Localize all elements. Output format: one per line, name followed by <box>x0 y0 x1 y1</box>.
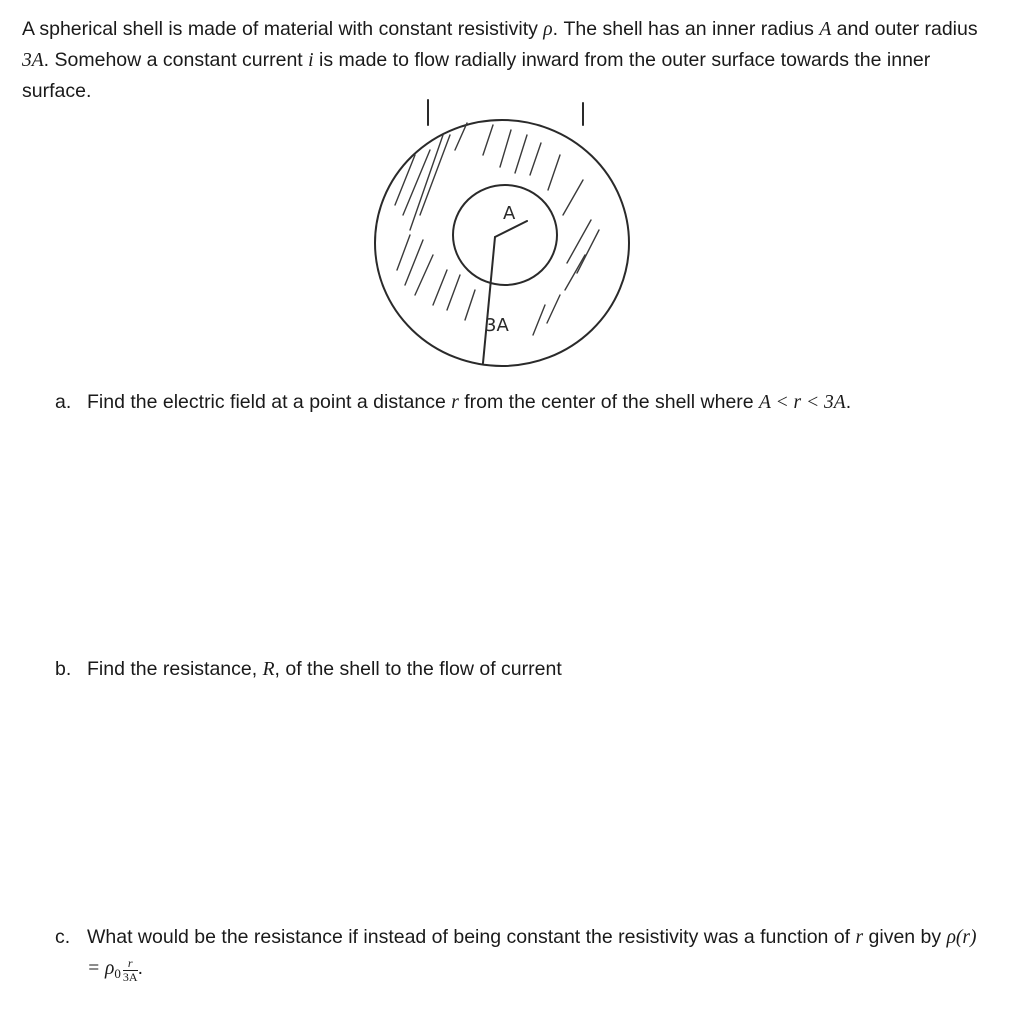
outer-radius-symbol: 3A <box>22 50 44 71</box>
qc-text-3: . <box>137 957 143 979</box>
qc-fraction-denominator: 3A <box>122 970 138 985</box>
qc-text-1: What would be the resistance if instead of being constant the resistivity was a function of <box>87 926 856 948</box>
qa-text-3: . <box>845 391 852 413</box>
qb-text-2: , of the shell to the flow of current <box>274 658 562 680</box>
qc-fraction-numerator: r <box>123 957 138 971</box>
outer-radius-line <box>483 237 495 363</box>
question-b-letter: b. <box>55 658 72 680</box>
question-c <box>55 922 1005 989</box>
inner-circle <box>453 185 557 285</box>
qc-rho-subscript: 0 <box>114 966 121 981</box>
qa-condition: A < r < 3A <box>759 392 846 413</box>
qc-text-2: given by <box>863 926 947 948</box>
qc-r: r <box>855 927 864 948</box>
intro-text-4: . Somehow a constant current <box>43 49 309 71</box>
intro-text-2: . The shell has an inner radius <box>552 18 820 40</box>
qa-text-2: from the center of the shell where <box>458 391 760 413</box>
question-c-letter: c. <box>55 926 71 948</box>
problem-statement <box>22 14 1002 106</box>
qa-text-1: Find the electric field at a point a distance <box>87 391 452 413</box>
rho-symbol: ρ <box>543 19 553 40</box>
current-symbol: i <box>308 50 314 71</box>
shell-figure <box>355 95 655 385</box>
outer-radius-label: 3A <box>485 315 509 336</box>
qb-text-1: Find the resistance, <box>87 658 263 680</box>
qc-fraction <box>123 957 138 984</box>
shell-sketch <box>355 95 655 385</box>
qc-rho-function: ρ(r) = ρ <box>87 927 977 979</box>
question-a-text <box>87 387 992 418</box>
question-a <box>55 387 1005 418</box>
intro-text-3: and outer radius <box>831 18 978 40</box>
hatching <box>395 123 599 335</box>
intro-text-1: A spherical shell is made of material with constant resistivity <box>22 18 544 40</box>
qa-r: r <box>451 392 459 413</box>
question-c-text <box>87 922 992 989</box>
question-a-letter: a. <box>55 391 72 413</box>
qb-R: R <box>262 659 275 680</box>
intro-text-5: is made to flow radially inward from the outer surface towards the inner surface. <box>22 49 931 102</box>
question-b <box>55 654 1005 685</box>
inner-radius-label: A <box>503 203 516 224</box>
inner-radius-symbol: A <box>819 19 832 40</box>
question-b-text <box>87 654 992 685</box>
